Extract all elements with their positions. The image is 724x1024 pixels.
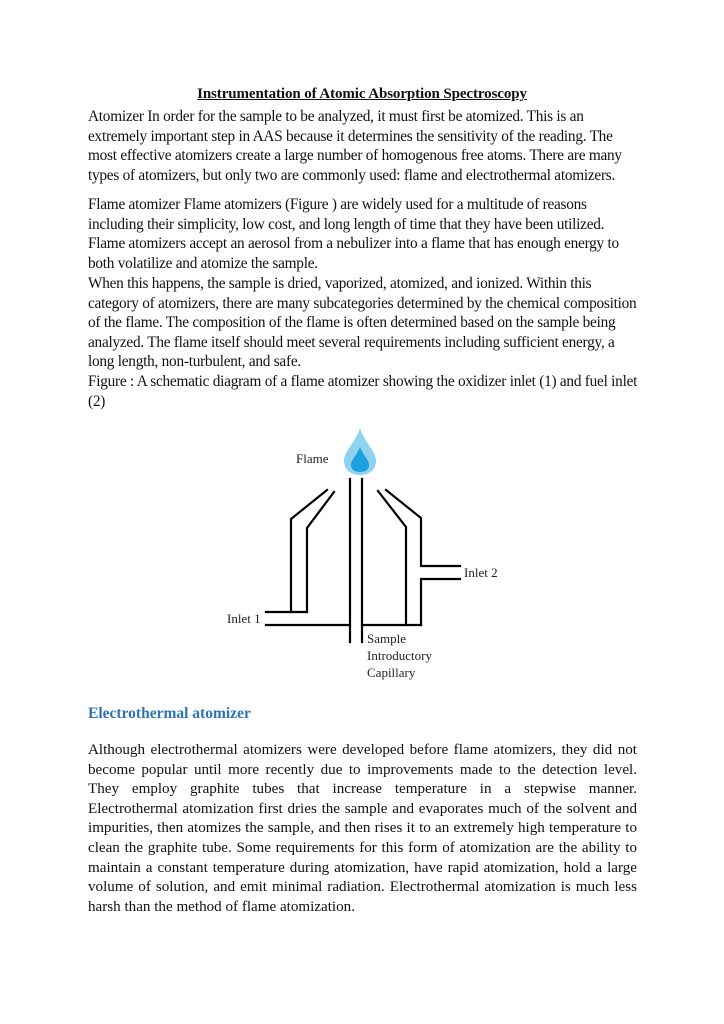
capillary-label-line1: Sample [367, 631, 406, 646]
inlet-2-label: Inlet 2 [464, 565, 498, 580]
capillary-label-line2: Introductory [367, 648, 432, 663]
figure-caption: Figure : A schematic diagram of a flame atomizer showing the oxidizer inlet (1) and fuel inlet (2) [88, 373, 638, 410]
inlet-1-label: Inlet 1 [227, 611, 261, 626]
paragraph-electrothermal: Although electrothermal atomizers were developed before flame atomizers, they did not become popular until more recently due to improvements made to the detection level. They employ graphite tubes that increase temperature in a stepwise manner. Electrothermal atomization first dries the sample and evaporates much of the solvent and impurities, then atomizes the sample, and then rises it to an extremely high temperature to clean the graphite tube. Some requirements for this form of atomization are the ability to maintain a constant temperature during atomization, have rapid atomization, hold a large volume of solution, and emit minimal radiation. Electrothermal atomization is much less harsh than the method of flame atomization. [88, 742, 637, 915]
section-heading-electrothermal: Electrothermal atomizer [88, 705, 251, 722]
flame-label: Flame [296, 451, 329, 466]
flame-icon [344, 428, 376, 475]
paragraph-flame-atomizer: Flame atomizer Flame atomizers (Figure ) are widely used for a multitude of reasons including their simplicity, low cost, and long length of time that they have been utilized. Flame atomizers accept an aerosol from a nebulizer into a flame that has enough energy to both volatilize and atomize the sample. [88, 196, 619, 272]
capillary-label-line3: Capillary [367, 665, 416, 680]
atomizer-tubes [266, 479, 460, 642]
paragraph-flame-process: When this happens, the sample is dried, vaporized, atomized, and ionized. Within this category of atomizers, there are many subcategories determined by the chemical composition of the flame. The composition of the flame is often determined based on the sample being analyzed. The flame itself should meet several requirements including sufficient energy, a long length, non-turbulent, and safe. [88, 275, 637, 371]
document-title: Instrumentation of Atomic Absorption Spectroscopy [197, 86, 527, 102]
paragraph-atomizer: Atomizer In order for the sample to be analyzed, it must first be atomized. This is an extremely important step in AAS because it determines the sensitivity of the reading. The most effective atomizers create a large number of homogenous free atoms. There are many types of atomizers, but only two are commonly used: flame and electrothermal atomizers. [88, 108, 622, 184]
